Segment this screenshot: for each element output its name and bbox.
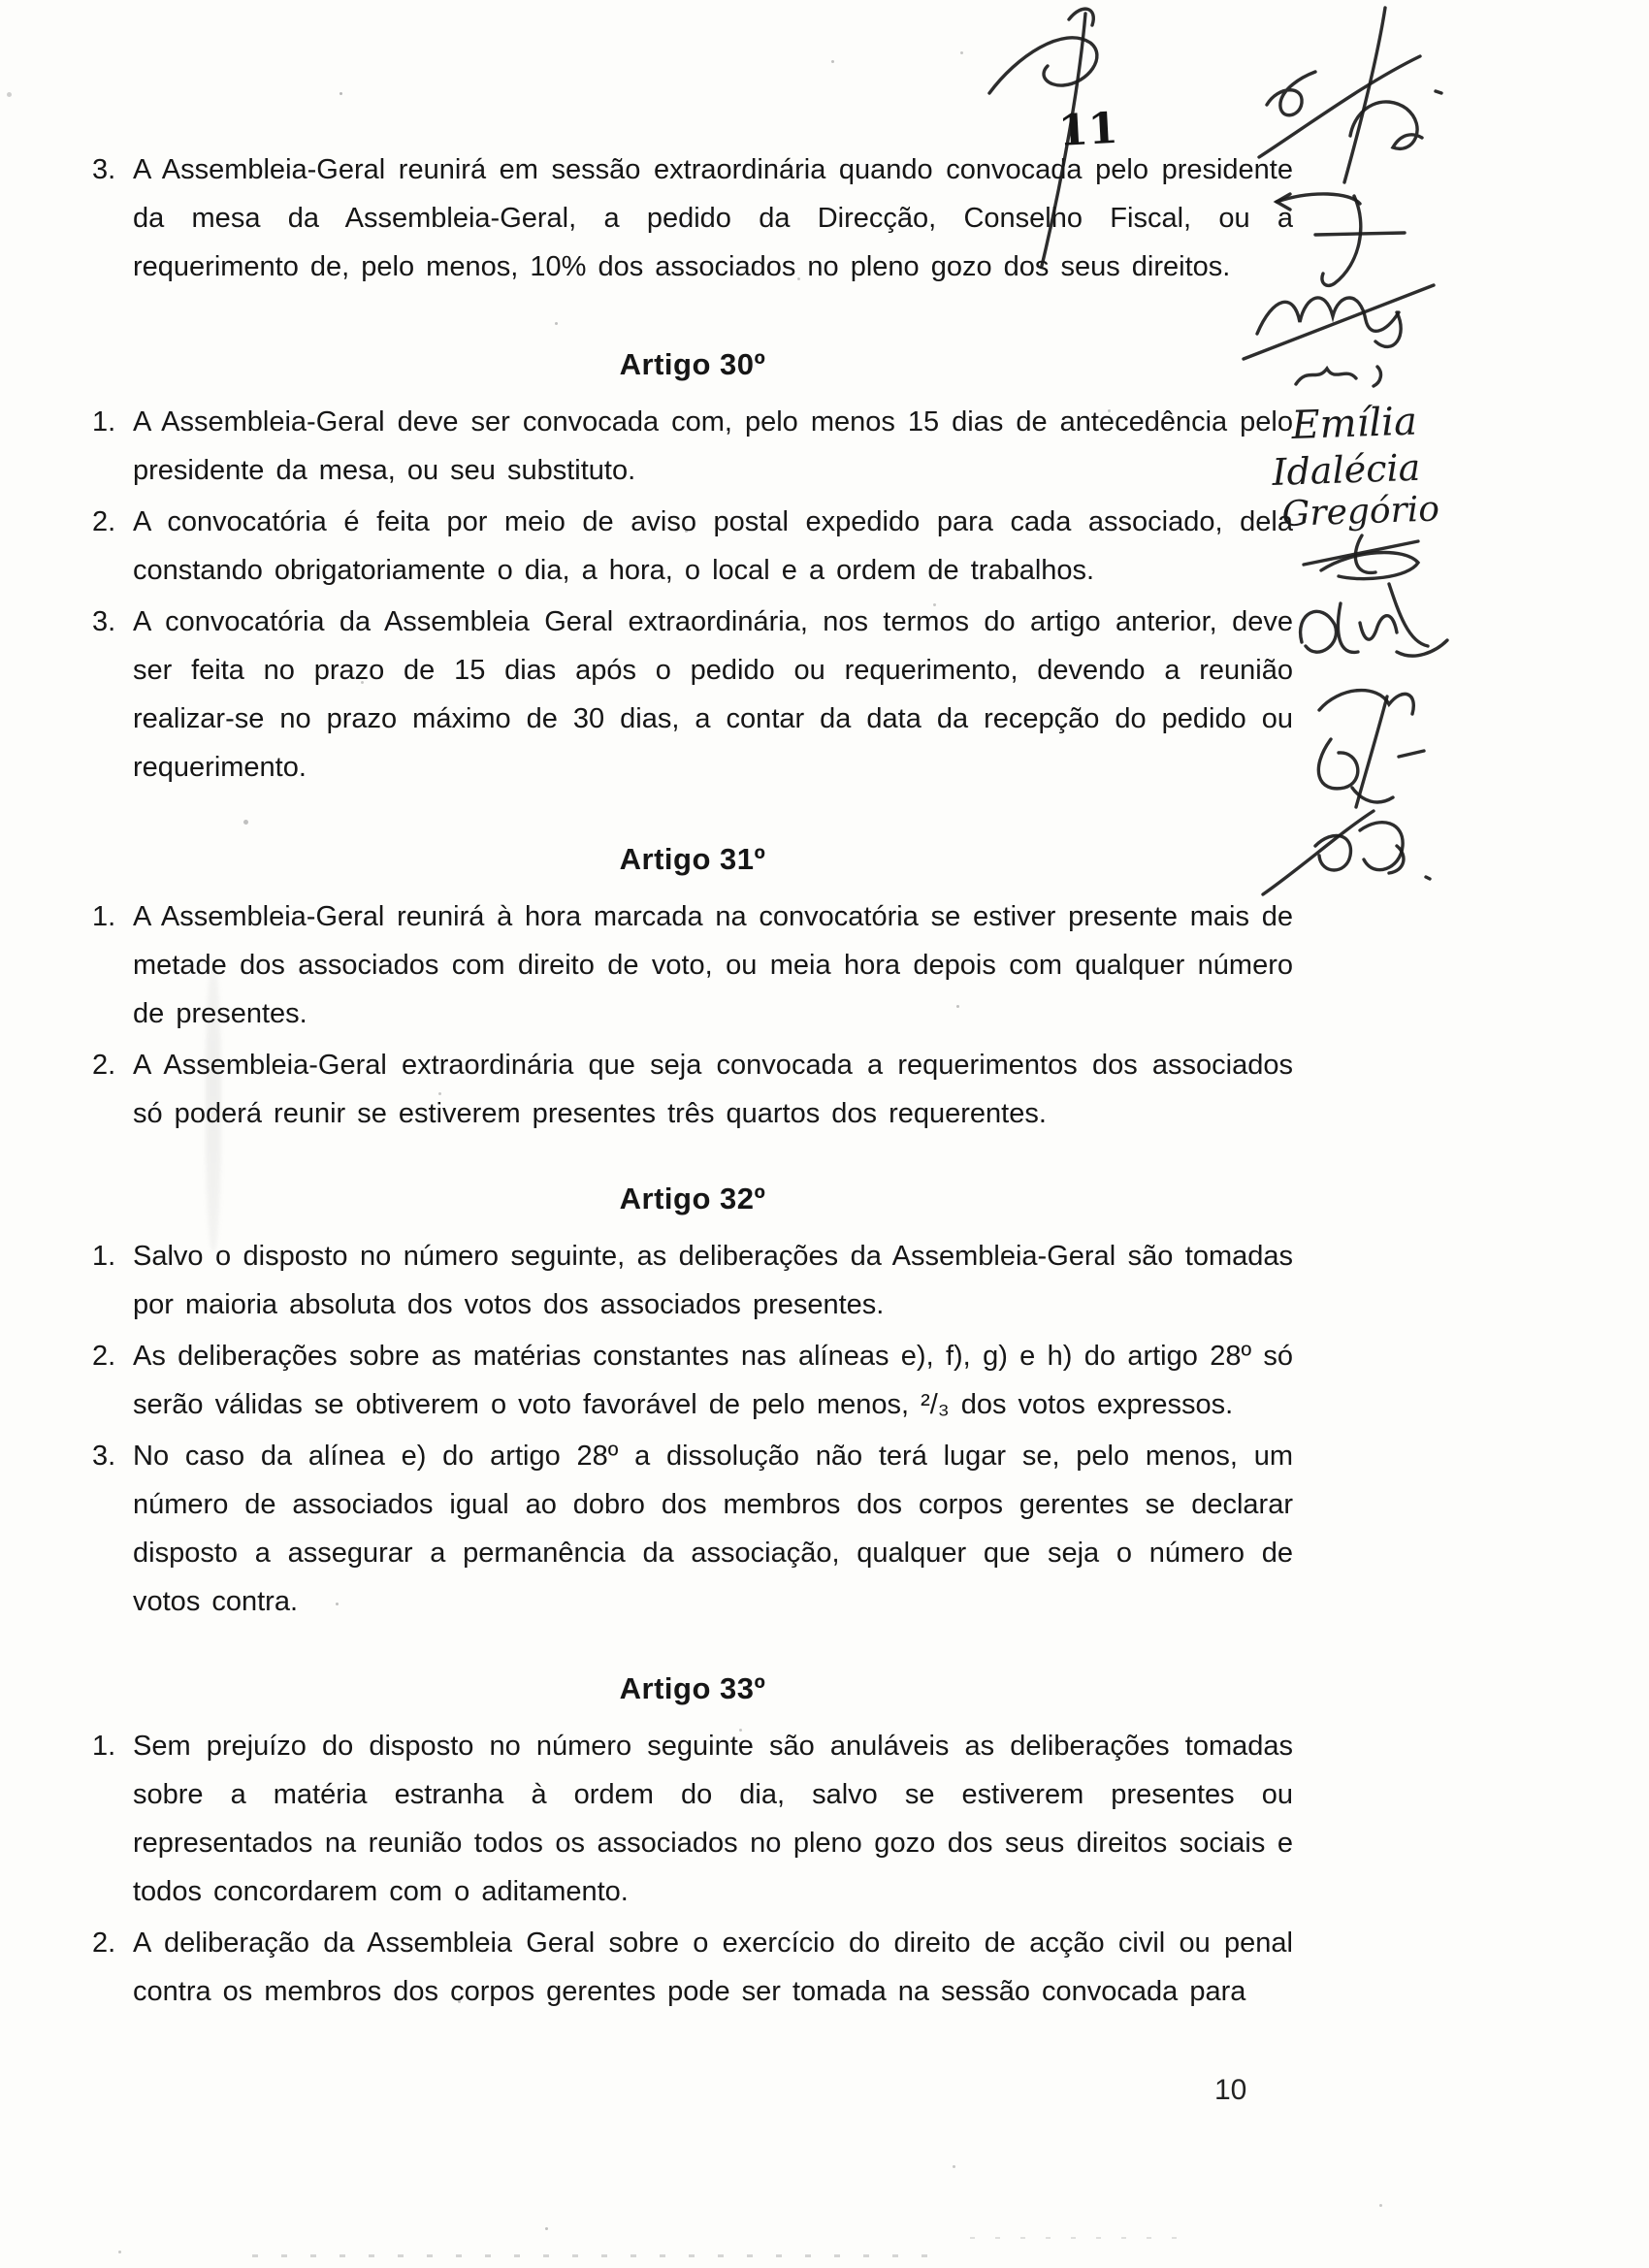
signature-scribble <box>1069 9 1093 25</box>
signature-scribble <box>1259 56 1420 157</box>
article-title: Artigo 31º <box>619 842 766 876</box>
signature-scribble <box>1319 691 1413 714</box>
item-number: 1. <box>92 1731 116 1762</box>
item-number: 3. <box>92 1441 116 1472</box>
item-number: 3. <box>92 154 116 185</box>
signature-scribble <box>1350 102 1422 148</box>
article-title: Artigo 30º <box>619 347 766 381</box>
article-title: Artigo 32º <box>619 1182 766 1215</box>
article-title: Artigo 33º <box>619 1671 766 1705</box>
signature-scribble <box>989 38 1097 93</box>
signature-2 <box>1277 194 1405 285</box>
signature-scribble <box>1301 611 1337 652</box>
signature-scribble <box>1304 541 1418 565</box>
handwritten-name-gregorio: Gregório <box>1280 489 1440 535</box>
item-number: 3. <box>92 606 116 637</box>
signature-scribble <box>1389 584 1428 646</box>
list-item <box>92 1432 1293 1626</box>
signature-scribble <box>1355 535 1375 572</box>
leading-paragraph-block <box>92 146 1293 294</box>
item-text: As deliberações sobre as matérias constantes nas alíneas e), f), g) e h) do artigo 28º só serão válidas se obtiverem o voto favorável de pelo menos, ²/₃ dos votos expressos. <box>133 1341 1293 1420</box>
item-number: 2. <box>92 1050 116 1081</box>
item-text: A convocatória é feita por meio de aviso postal expedido para cada associado, dela constando obrigatoriamente o dia, a hora, o local e a ordem de trabalhos. <box>133 506 1293 586</box>
signature-scribble <box>1296 369 1356 384</box>
signature-scribble <box>1338 603 1358 652</box>
item-number: 1. <box>92 901 116 932</box>
signature-scribble <box>1315 835 1350 870</box>
signature-scribble <box>1399 751 1424 757</box>
list-item <box>92 398 1293 495</box>
item-number: 1. <box>92 1241 116 1272</box>
item-number: 2. <box>92 506 116 537</box>
article-32-section <box>92 1182 1293 1629</box>
signature-scribble <box>1436 91 1441 93</box>
item-text: A convocatória da Assembleia Geral extraordinária, nos termos do artigo anterior, deve ser feita no prazo de 15 dias após o pedido ou requerimento, devendo a reunião realizar-se no prazo máximo de 30 dias, a contar da data da recepção do pedido ou requerimento. <box>133 606 1293 783</box>
item-text: A Assembleia-Geral extraordinária que seja convocada a requerimentos dos associados só poderá reunir se estiverem presentes três quartos dos requerentes. <box>133 1050 1293 1129</box>
item-text: No caso da alínea e) do artigo 28º a dissolução não terá lugar se, pelo menos, um número de associados igual ao dobro dos membros dos corpos gerentes se declarar disposto a assegurar a permanência da associação, qualquer que seja o número de votos contra. <box>133 1441 1293 1617</box>
signature-4 <box>1296 367 1380 386</box>
item-text: A Assembleia-Geral reunirá em sessão extraordinária quando convocada pelo presidente da mesa da Assembleia-Geral, a pedido da Direcção, Conselho Fiscal, ou a requerimento de, pelo menos, 10% dos associados no pleno gozo dos seus direitos. <box>133 154 1293 282</box>
scan-edge-artifact <box>970 2237 1183 2239</box>
item-number: 1. <box>92 406 116 437</box>
signature-scribble <box>1257 298 1399 334</box>
list-item <box>92 1041 1293 1138</box>
article-31-section <box>92 842 1293 1141</box>
signature-6 <box>1301 584 1447 656</box>
signature-scribble <box>1321 553 1418 579</box>
item-number: 2. <box>92 1928 116 1959</box>
article-33-section <box>92 1671 1293 2019</box>
printed-page-number: 10 <box>1214 2074 1247 2106</box>
handwritten-page-number: 11 <box>1056 103 1119 156</box>
list-item <box>92 598 1293 792</box>
item-text: A deliberação da Assembleia Geral sobre o exercício do direito de acção civil ou penal contra os membros dos corpos gerentes pode ser tomada na sessão convocada para <box>133 1928 1293 2007</box>
item-text: Sem prejuízo do disposto no número seguinte são anuláveis as deliberações tomadas sobre a matéria estranha à ordem do dia, salvo se estiverem presentes ou representados na reunião todos os associados no pleno gozo dos seus direitos sociais e todos concordarem com o aditamento. <box>133 1731 1293 1907</box>
article-30-section <box>92 347 1293 794</box>
signature-scribble <box>1267 72 1315 115</box>
scan-speckle-noise <box>0 0 3 3</box>
signature-5 <box>1304 535 1418 579</box>
signature-scribble <box>1397 640 1447 656</box>
item-number: 2. <box>92 1341 116 1372</box>
scan-edge-artifact <box>252 2254 931 2257</box>
signature-scribble <box>1374 367 1380 386</box>
signature-scribble <box>1360 616 1397 639</box>
item-text: A Assembleia-Geral reunirá à hora marcada na convocatória se estiver presente mais de metade dos associados com direito de voto, ou meia hora depois com qualquer número de presentes. <box>133 901 1293 1029</box>
signature-scribble <box>1389 846 1404 873</box>
signature-scribble <box>1322 196 1361 285</box>
handwritten-name-idalecia: Idalécia <box>1271 445 1421 494</box>
signature-scribble <box>1318 739 1357 789</box>
list-item <box>92 1332 1293 1429</box>
list-item <box>92 1919 1293 2016</box>
item-text: Salvo o disposto no número seguinte, as deliberações da Assembleia-Geral são tomadas por maioria absoluta dos votos dos associados presentes. <box>133 1241 1293 1320</box>
list-item <box>92 498 1293 595</box>
signature-scribble <box>1315 233 1405 235</box>
signature-scribble <box>1360 823 1403 870</box>
signature-scribble <box>1426 877 1430 879</box>
list-item <box>92 892 1293 1038</box>
list-item <box>92 1232 1293 1329</box>
handwritten-name-emilia: Emília <box>1290 399 1418 448</box>
item-text: A Assembleia-Geral deve ser convocada com, pelo menos 15 dias de antecedência pelo presidente da mesa, ou seu substituto. <box>133 406 1293 486</box>
signature-scribble <box>1356 697 1387 807</box>
list-item <box>92 1722 1293 1916</box>
signature-scribble <box>1344 8 1385 182</box>
signature-7 <box>1318 691 1424 807</box>
signature-scribble <box>1375 312 1401 346</box>
list-item <box>92 146 1293 291</box>
signature-scribble <box>1352 788 1393 802</box>
